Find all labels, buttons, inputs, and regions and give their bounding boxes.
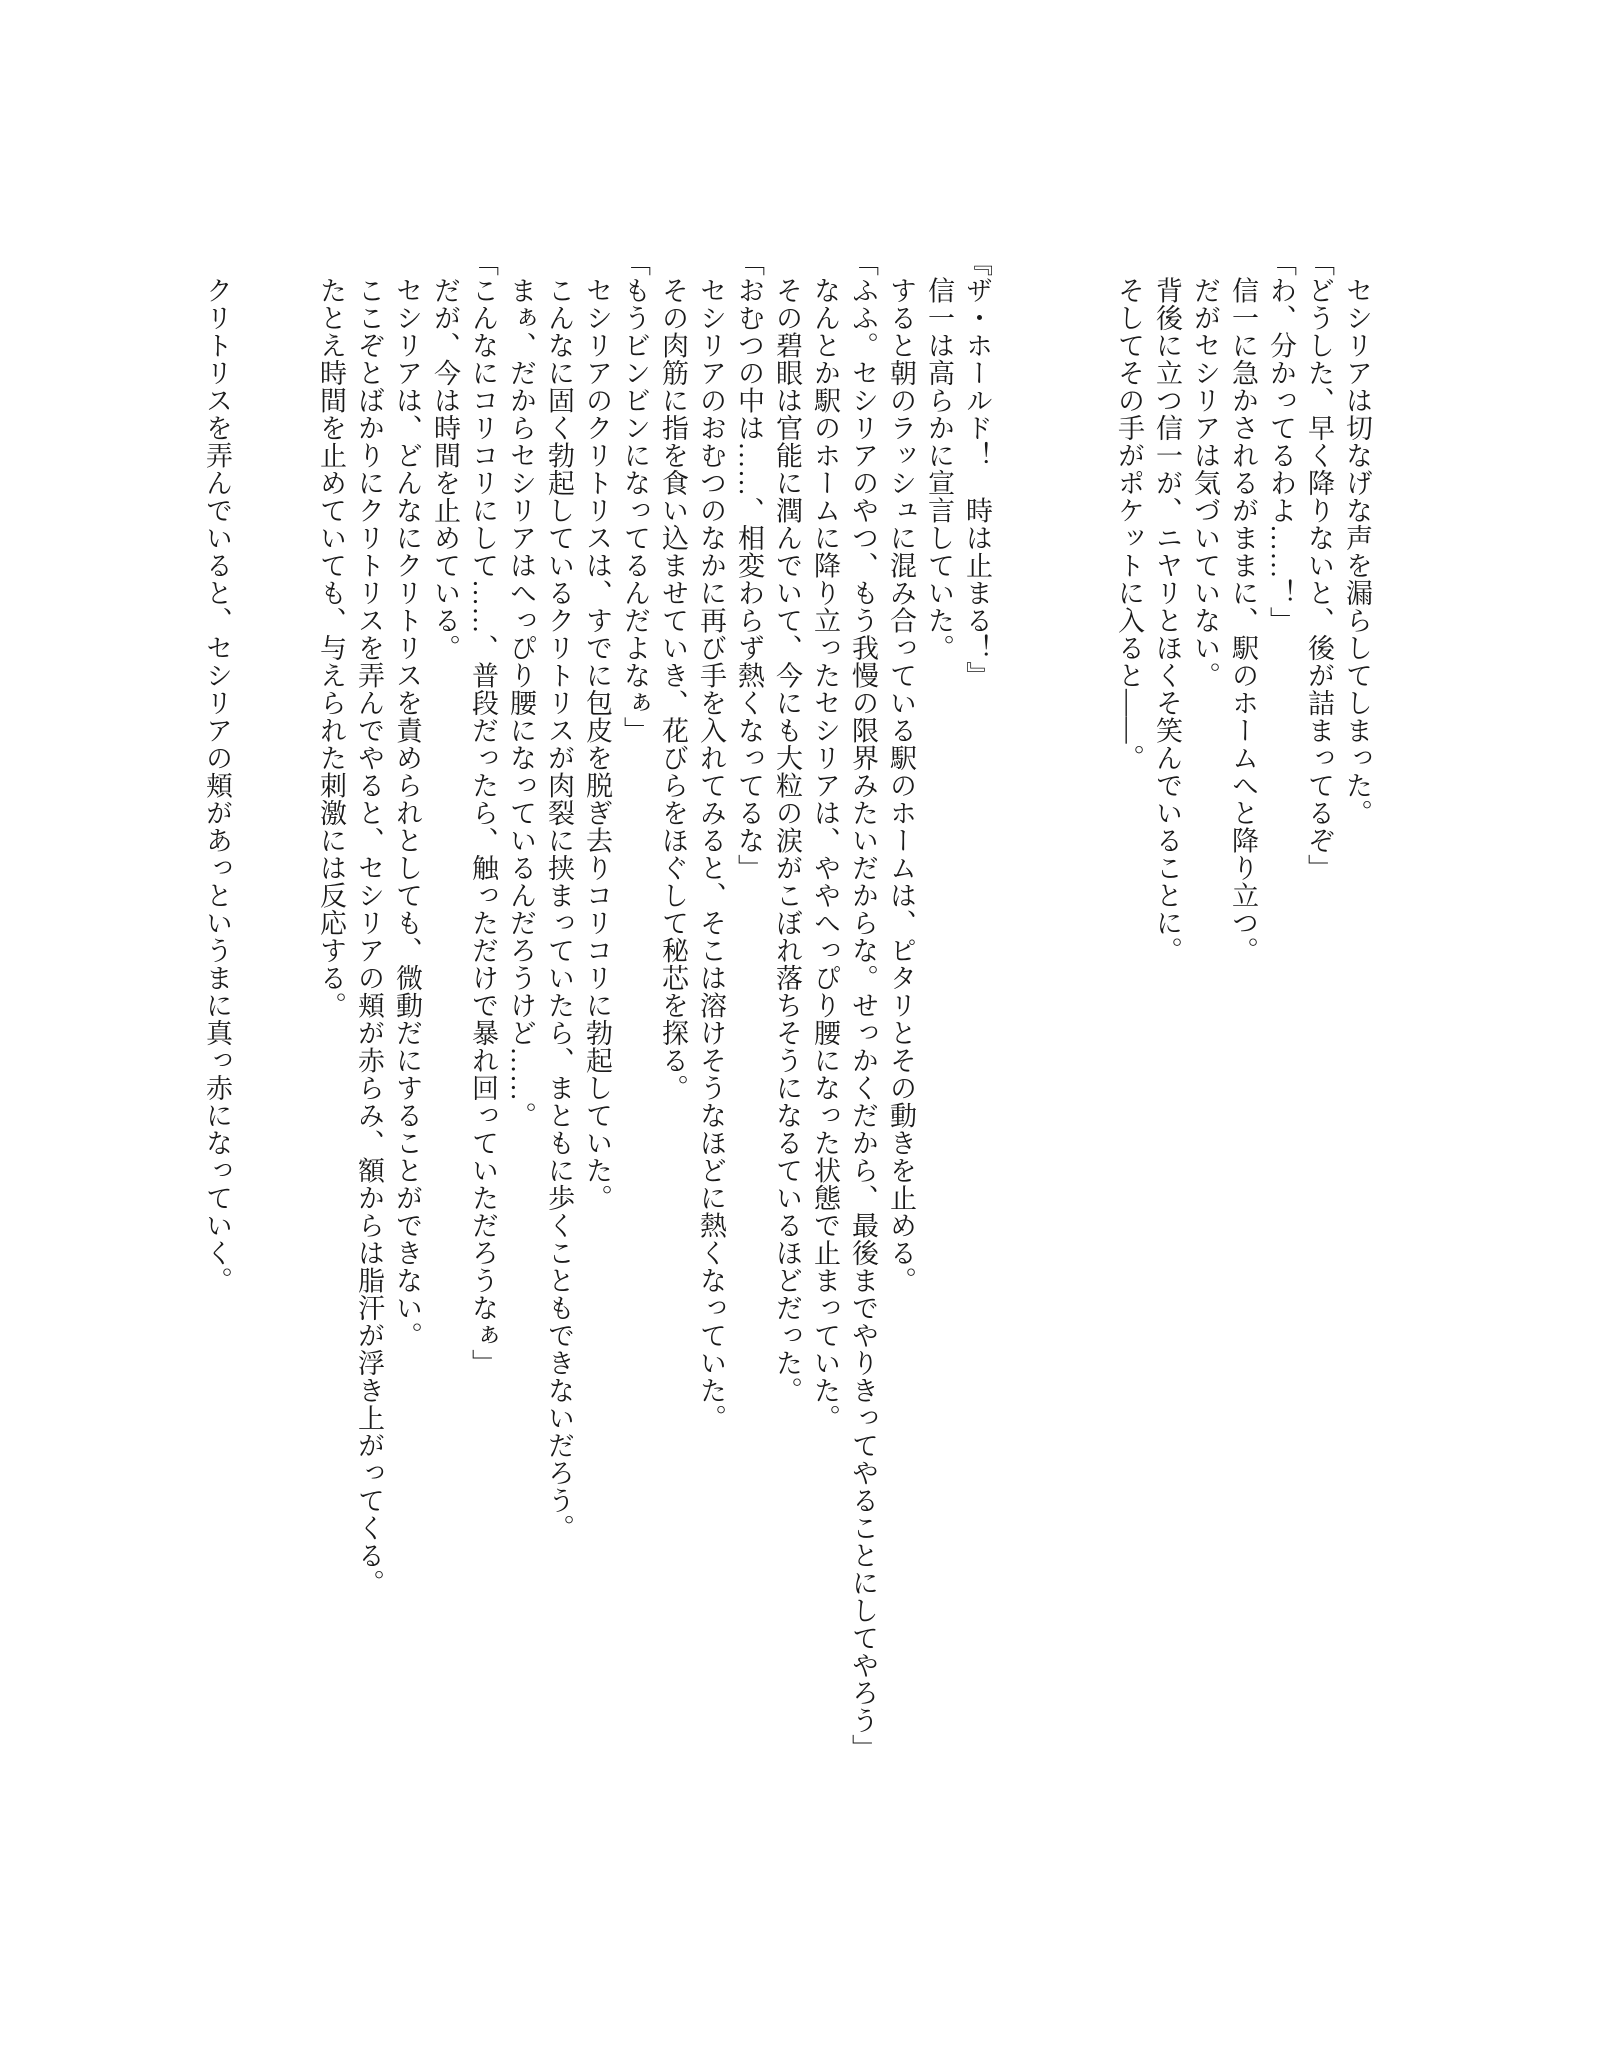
text-line: 「おむつの中は……、相変わらず熱くなってるな」: [734, 249, 764, 882]
text-line: 信一は高らかに宣言していた。: [924, 249, 954, 662]
text-line: なんとか駅のホームに降り立ったセシリアは、ややへっぴり腰になった状態で止まっていた。: [810, 249, 840, 1432]
text-line: その肉筋に指を食い込ませていき、花びらをほぐして秘芯を探る。: [658, 249, 688, 1102]
blank-line: [1034, 249, 1072, 1829]
text-line: ここぞとばかりにクリトリスを弄んでやると、セシリアの頬が赤らみ、額からは脂汗が浮き上がってくる。: [354, 249, 384, 1597]
text-line: だがセシリアは気づいていない。: [1190, 249, 1220, 689]
blank-line: [1072, 249, 1110, 1829]
text-line: こんなに固く勃起しているクリトリスが肉裂に挟まっていたら、まともに歩くこともできないだろう。: [544, 249, 574, 1542]
text-line: まぁ、だからセシリアはへっぴり腰になっているんだろうけど……。: [506, 249, 536, 1129]
text-line: クリトリスを弄んでいると、セシリアの頬があっというまに真っ赤になっていく。: [202, 249, 232, 1294]
text-line: 背後に立つ信一が、ニヤリとほくそ笑んでいることに。: [1152, 249, 1182, 964]
text-line: そしてその手がポケットに入ると――。: [1114, 249, 1144, 772]
text-line: すると朝のラッシュに混み合っている駅のホームは、ピタリとその動きを止める。: [886, 249, 916, 1294]
text-line: セシリアは切なげな声を漏らしてしまった。: [1342, 249, 1372, 827]
text-line: 「わ、分かってるわよ……！」: [1266, 249, 1296, 634]
page-text: [198, 249, 1376, 1829]
text-line: 「もうビンビンになってるんだよなぁ」: [620, 249, 650, 744]
text-line: セシリアのクリトリスは、すでに包皮を脱ぎ去りコリコリに勃起していた。: [582, 249, 612, 1212]
text-line: 信一に急かされるがままに、駅のホームへと降り立つ。: [1228, 249, 1258, 964]
text-line: 「ふふ。セシリアのやつ、もう我慢の限界みたいだからな。せっかくだから、最後までやりきってやることにしてやろう」: [848, 249, 878, 1762]
text-line: 「こんなにコリコリにして……、普段だったら、触っただけで暴れ回っていただろうなぁ」: [468, 249, 498, 1377]
text-line: だが、今は時間を止めている。: [430, 249, 460, 662]
blank-line: [236, 249, 274, 1829]
text-line: 『ザ・ホールド！ 時は止まる！』: [962, 249, 992, 689]
text-line: セシリアのおむつのなかに再び手を入れてみると、そこは溶けそうなほどに熱くなっていた。: [696, 249, 726, 1432]
text-line: 「どうした、早く降りないと、後が詰まってるぞ」: [1304, 249, 1334, 882]
text-line: たとえ時間を止めていても、与えられた刺激には反応する。: [316, 249, 346, 1019]
blank-line: [996, 249, 1034, 1829]
text-line: その碧眼は官能に潤んでいて、今にも大粒の涙がこぼれ落ちそうになるているほどだった。: [772, 249, 802, 1404]
blank-line: [274, 249, 312, 1829]
text-line: セシリアは、どんなにクリトリスを責められとしても、微動だにすることができない。: [392, 249, 422, 1349]
